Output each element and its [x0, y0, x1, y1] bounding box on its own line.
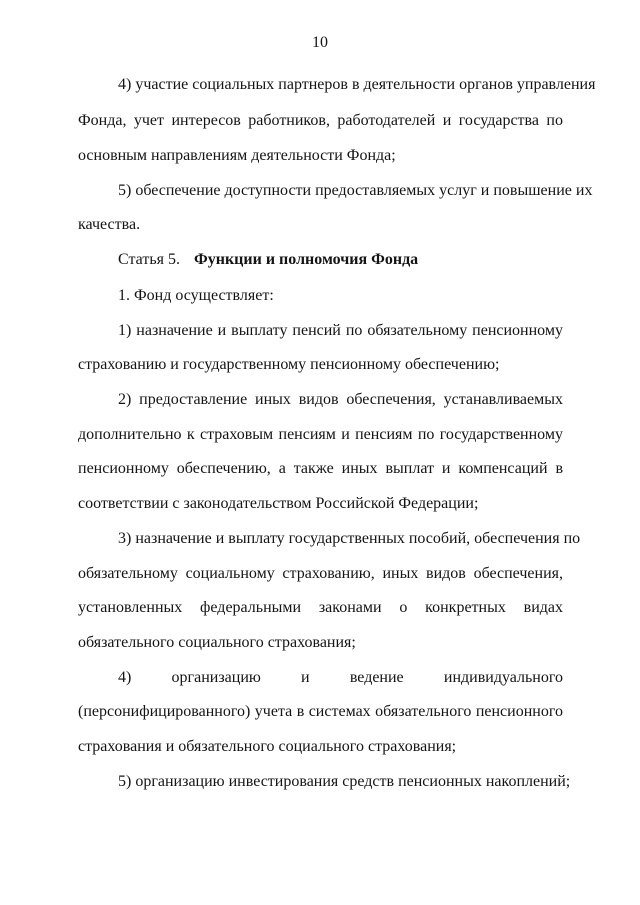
paragraph-line: обязательному социальному страхованию, иных видов обеспечения,: [78, 565, 563, 582]
paragraph-line: качества.: [78, 216, 141, 233]
paragraph-line: обязательного социального страхования;: [78, 634, 356, 651]
paragraph-line: 5) обеспечение доступности предоставляемых услуг и повышение их: [118, 182, 593, 199]
paragraph-line: страхования и обязательного социального страхования;: [78, 738, 457, 755]
paragraph-line: дополнительно к страховым пенсиям и пенсиям по государственному: [78, 426, 563, 443]
paragraph-line: 4) участие социальных партнеров в деятельности органов управления: [118, 76, 596, 93]
paragraph-line: 1) назначение и выплату пенсий по обязательному пенсионному: [118, 322, 563, 339]
article-heading: [0, 250, 640, 270]
paragraph-line: страхованию и государственному пенсионному обеспечению;: [78, 356, 500, 373]
paragraph-line: 4) организацию и ведение индивидуального: [118, 669, 563, 686]
paragraph-line: 1. Фонд осуществляет:: [118, 287, 274, 304]
paragraph-line: Фонда, учет интересов работников, работодателей и государства по: [78, 112, 563, 129]
paragraph-line: (персонифицированного) учета в системах обязательного пенсионного: [78, 703, 563, 720]
paragraph-line: 2) предоставление иных видов обеспечения, устанавливаемых: [118, 391, 563, 408]
paragraph-line: основным направлениям деятельности Фонда;: [78, 147, 396, 164]
article-title: Функции и полномочия Фонда: [194, 251, 419, 268]
paragraph-line: соответствии с законодательством Российской Федерации;: [78, 495, 479, 512]
paragraph-line: 3) назначение и выплату государственных пособий, обеспечения по: [118, 530, 581, 547]
paragraph-line: установленных федеральными законами о конкретных видах: [78, 599, 563, 616]
paragraph-line: пенсионному обеспечению, а также иных выплат и компенсаций в: [78, 460, 563, 477]
paragraph-line: 5) организацию инвестирования средств пенсионных накоплений;: [118, 773, 571, 790]
article-label: Статья 5.: [118, 251, 180, 268]
page-number: 10: [312, 34, 328, 51]
